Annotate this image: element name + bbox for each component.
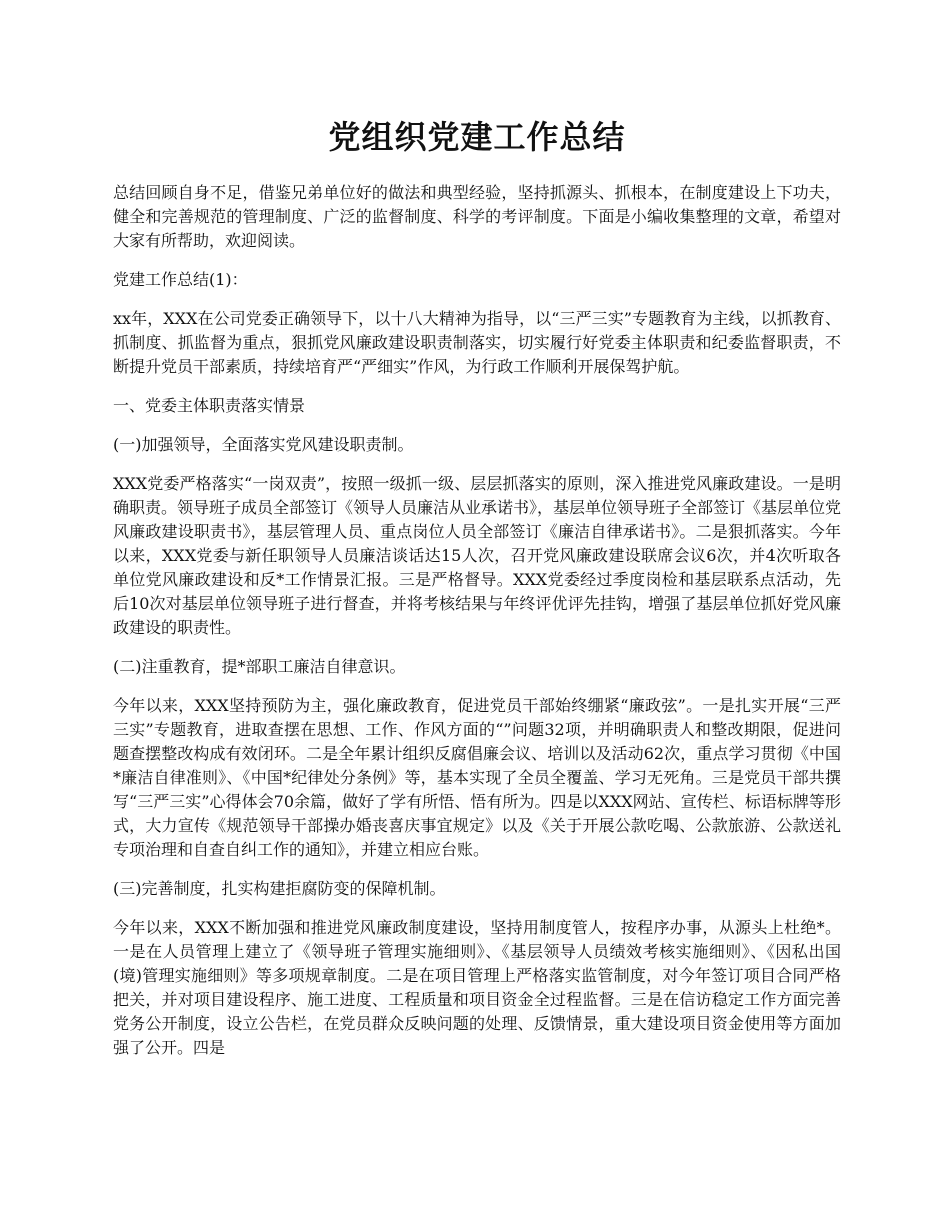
- subheading-1: (一)加强领导，全面落实党风建设职责制。: [113, 435, 414, 454]
- subheading-2: (二)注重教育，提*部职工廉洁自律意识。: [113, 657, 406, 676]
- body-paragraph-3: 今年以来，XXX不断加强和推进党风廉政制度建设，坚持用制度管人，按程序办事，从源头上杜绝*。一是在人员管理上建立了《领导班子管理实施细则》、《基层领导人员绩效考核实施细则》、《因私出国(境)管理实施细则》等多项规章制度。二是在项目管理上严格落实监管制度，对今年签订项目合同严格把关，并对项目建设程序、施工进度、工程质量和项目资金全过程监督。三是在信访稳定工作方面完善党务公开制度，设立公告栏，在党员群众反映问题的处理、反馈情景，重大建设项目资金使用等方面加强了公开。四是: [113, 918, 841, 1057]
- intro-paragraph: 总结回顾自身不足，借鉴兄弟单位好的做法和典型经验，坚持抓源头、抓根本，在制度建设上下功夫，健全和完善规范的管理制度、广泛的监督制度、科学的考评制度。下面是小编收集整理的文章，希望对大家有所帮助，欢迎阅读。: [113, 183, 841, 250]
- document-title: 党组织党建工作总结: [328, 118, 626, 156]
- section-heading-1: 一、党委主体职责落实情景: [113, 396, 306, 415]
- subheading-3: (三)完善制度，扎实构建拒腐防变的保障机制。: [113, 879, 446, 898]
- body-paragraph-2: 今年以来，XXX坚持预防为主，强化廉政教育，促进党员干部始终绷紧“廉政弦”。一是扎实开展“三严三实”专题教育，进取查摆在思想、工作、作风方面的“”问题32项，并明确职责人和整改期限，促进问题查摆整改构成有效闭环。二是全年累计组织反腐倡廉会议、培训以及活动62次，重点学习贯彻《中国*廉洁自律准则》、《中国*纪律处分条例》等，基本实现了全员全覆盖、学习无死角。三是党员干部共撰写“三严三实”心得体会70余篇，做好了学有所悟、悟有所为。四是以XXX网站、宣传栏、标语标牌等形式，大力宣传《规范领导干部操办婚丧喜庆事宜规定》以及《关于开展公款吃喝、公款旅游、公款送礼专项治理和自查自纠工作的通知》，并建立相应台账。: [113, 696, 841, 859]
- document-page: [113, 0, 841, 1060]
- body-paragraph-1: XXX党委严格落实“一岗双责”，按照一级抓一级、层层抓落实的原则，深入推进党风廉政建设。一是明确职责。领导班子成员全部签订《领导人员廉洁从业承诺书》，基层单位领导班子全部签订《基层单位党风廉政建设职责书》，基层管理人员、重点岗位人员全部签订《廉洁自律承诺书》。二是狠抓落实。今年以来，XXX党委与新任职领导人员廉洁谈话达15人次，召开党风廉政建设联席会议6次，并4次听取各单位党风廉政建设和反*工作情景汇报。三是严格督导。XXX党委经过季度岗检和基层联系点活动，先后10次对基层单位领导班子进行督查，并将考核结果与年终评优评先挂钩，增强了基层单位抓好党风廉政建设的职责性。: [113, 474, 842, 637]
- section-heading-summary-1: 党建工作总结(1)：: [113, 270, 248, 289]
- overview-paragraph: xx年，XXX在公司党委正确领导下，以十八大精神为指导，以“三严三实”专题教育为主线，以抓教育、抓制度、抓监督为重点，狠抓党风廉政建设职责制落实，切实履行好党委主体职责和纪委监督职责，不断提升党员干部素质，持续培育严“严细实”作风，为行政工作顺利开展保驾护航。: [113, 309, 841, 376]
